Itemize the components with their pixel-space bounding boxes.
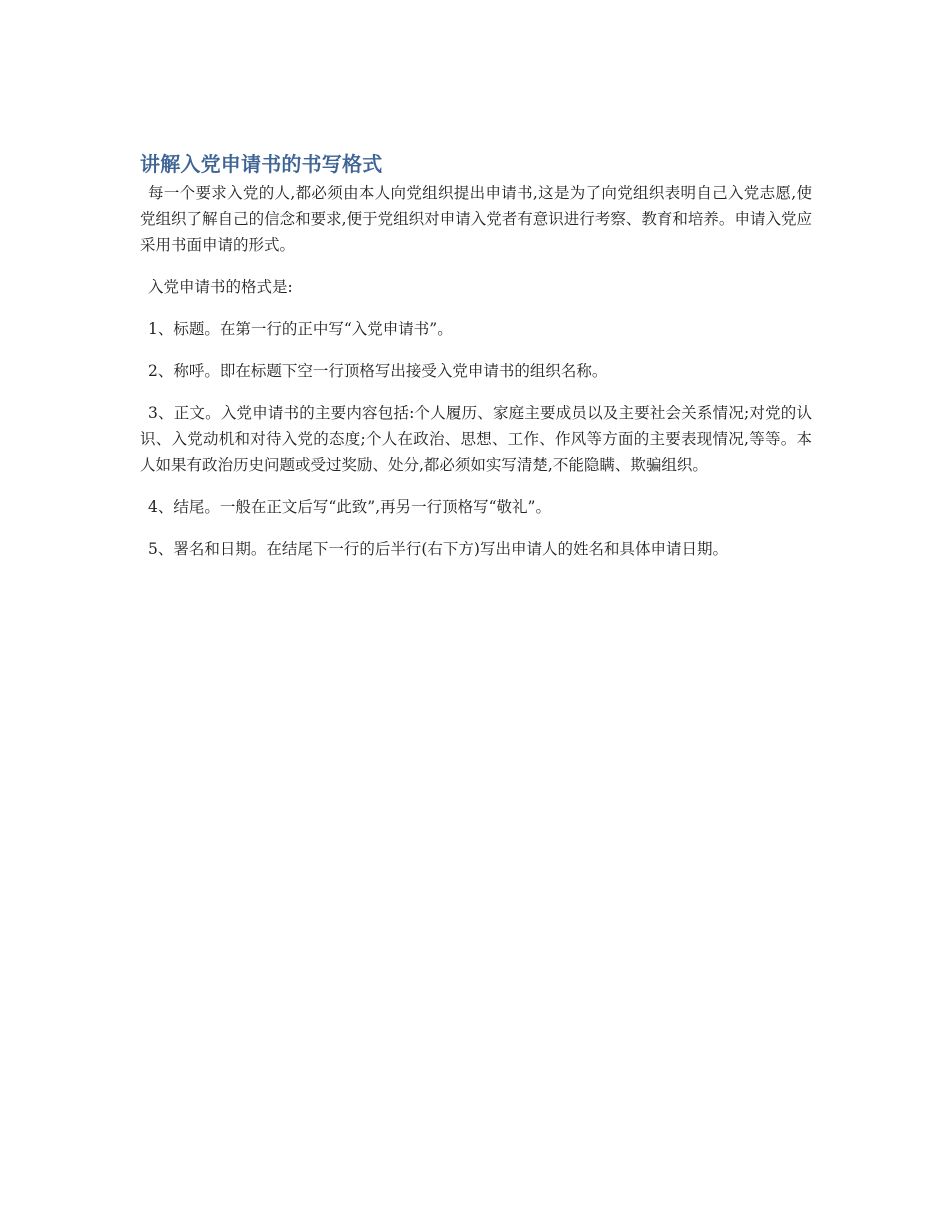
document-title: 讲解入党申请书的书写格式: [140, 152, 383, 176]
item-closing-paragraph: 4、结尾。一般在正文后写“此致”,再另一行顶格写“敬礼”。: [148, 498, 551, 516]
item-body-paragraph: 3、正文。入党申请书的主要内容包括:个人履历、家庭主要成员以及主要社会关系情况;对党的认识、入党动机和对待入党的态度;个人在政治、思想、工作、作风等方面的主要表现情况,等等。本人如果有政治历史问题或受过奖励、处分,都必须如实写清楚,不能隐瞒、欺骗组织。: [140, 404, 812, 474]
item-salutation-paragraph: 2、称呼。即在标题下空一行顶格写出接受入党申请书的组织名称。: [148, 362, 608, 380]
intro-paragraph: 每一个要求入党的人,都必须由本人向党组织提出申请书,这是为了向党组织表明自己入党志愿,使党组织了解自己的信念和要求,便于党组织对申请入党者有意识进行考察、教育和培养。申请入党应采用书面申请的形式。: [140, 184, 812, 254]
document-content: [140, 150, 812, 578]
format-heading-paragraph: 入党申请书的格式是:: [148, 278, 293, 296]
item-title-paragraph: 1、标题。在第一行的正中写“入党申请书”。: [148, 320, 453, 338]
item-signature-paragraph: 5、署名和日期。在结尾下一行的后半行(右下方)写出申请人的姓名和具体申请日期。: [148, 540, 728, 558]
